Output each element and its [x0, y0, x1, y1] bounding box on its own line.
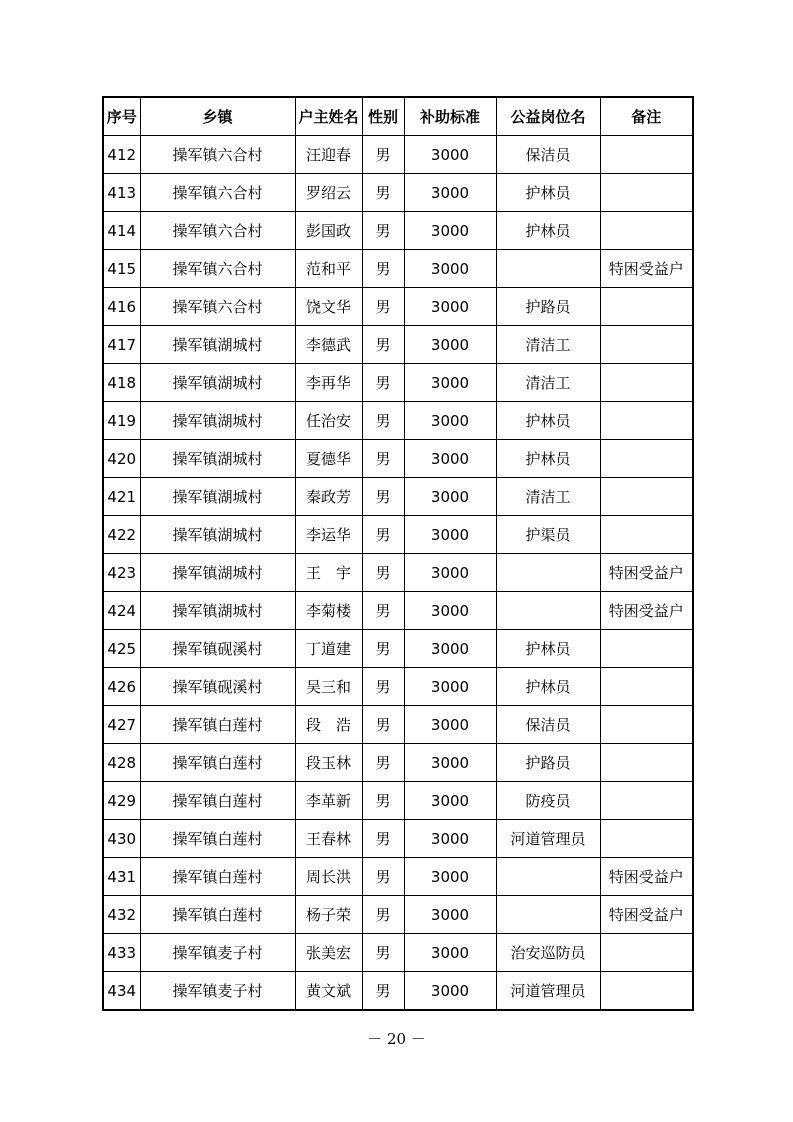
cell-public-post: 保洁员 — [496, 136, 600, 174]
cell-subsidy: 3000 — [404, 136, 496, 174]
cell-index: 430 — [103, 820, 140, 858]
cell-public-post — [496, 896, 600, 934]
cell-township: 操军镇白莲村 — [140, 706, 295, 744]
cell-remarks — [600, 744, 693, 782]
cell-index: 426 — [103, 668, 140, 706]
cell-public-post — [496, 250, 600, 288]
cell-public-post: 护林员 — [496, 630, 600, 668]
cell-gender: 男 — [362, 706, 404, 744]
cell-gender: 男 — [362, 212, 404, 250]
cell-remarks — [600, 136, 693, 174]
cell-index: 416 — [103, 288, 140, 326]
cell-public-post — [496, 858, 600, 896]
cell-gender: 男 — [362, 250, 404, 288]
cell-gender: 男 — [362, 668, 404, 706]
cell-index: 424 — [103, 592, 140, 630]
table-row — [103, 288, 693, 326]
cell-index: 419 — [103, 402, 140, 440]
cell-township: 操军镇湖城村 — [140, 592, 295, 630]
cell-remarks — [600, 706, 693, 744]
cell-index: 425 — [103, 630, 140, 668]
cell-public-post: 清洁工 — [496, 326, 600, 364]
cell-township: 操军镇湖城村 — [140, 326, 295, 364]
cell-township: 操军镇六合村 — [140, 212, 295, 250]
cell-subsidy: 3000 — [404, 250, 496, 288]
cell-gender: 男 — [362, 174, 404, 212]
table-row — [103, 706, 693, 744]
cell-remarks: 特困受益户 — [600, 250, 693, 288]
cell-subsidy: 3000 — [404, 896, 496, 934]
cell-subsidy: 3000 — [404, 402, 496, 440]
cell-township: 操军镇六合村 — [140, 288, 295, 326]
cell-subsidy: 3000 — [404, 668, 496, 706]
table-row — [103, 174, 693, 212]
cell-township: 操军镇砚溪村 — [140, 668, 295, 706]
beneficiary-table — [102, 96, 694, 1011]
cell-subsidy: 3000 — [404, 364, 496, 402]
cell-gender: 男 — [362, 364, 404, 402]
cell-subsidy: 3000 — [404, 326, 496, 364]
cell-householder-name: 黄文斌 — [295, 972, 362, 1011]
cell-gender: 男 — [362, 440, 404, 478]
table-row — [103, 554, 693, 592]
header-gender: 性别 — [362, 97, 404, 136]
header-township: 乡镇 — [140, 97, 295, 136]
cell-township: 操军镇白莲村 — [140, 744, 295, 782]
table-row — [103, 326, 693, 364]
table-row — [103, 820, 693, 858]
cell-index: 429 — [103, 782, 140, 820]
cell-remarks — [600, 820, 693, 858]
cell-householder-name: 杨子荣 — [295, 896, 362, 934]
table-row — [103, 972, 693, 1011]
cell-public-post: 防疫员 — [496, 782, 600, 820]
cell-subsidy: 3000 — [404, 782, 496, 820]
cell-index: 422 — [103, 516, 140, 554]
cell-public-post — [496, 554, 600, 592]
cell-gender: 男 — [362, 934, 404, 972]
cell-remarks — [600, 440, 693, 478]
cell-gender: 男 — [362, 820, 404, 858]
cell-gender: 男 — [362, 326, 404, 364]
table-row — [103, 136, 693, 174]
cell-remarks — [600, 364, 693, 402]
cell-index: 413 — [103, 174, 140, 212]
table-row — [103, 592, 693, 630]
cell-township: 操军镇白莲村 — [140, 858, 295, 896]
cell-householder-name: 李运华 — [295, 516, 362, 554]
cell-subsidy: 3000 — [404, 858, 496, 896]
cell-township: 操军镇白莲村 — [140, 782, 295, 820]
cell-gender: 男 — [362, 288, 404, 326]
cell-index: 423 — [103, 554, 140, 592]
cell-township: 操军镇六合村 — [140, 136, 295, 174]
cell-remarks — [600, 402, 693, 440]
cell-township: 操军镇六合村 — [140, 174, 295, 212]
cell-public-post: 河道管理员 — [496, 820, 600, 858]
cell-subsidy: 3000 — [404, 288, 496, 326]
cell-index: 434 — [103, 972, 140, 1011]
cell-township: 操军镇白莲村 — [140, 896, 295, 934]
cell-subsidy: 3000 — [404, 820, 496, 858]
cell-householder-name: 周长洪 — [295, 858, 362, 896]
cell-township: 操军镇湖城村 — [140, 440, 295, 478]
table-row — [103, 364, 693, 402]
cell-remarks — [600, 668, 693, 706]
cell-remarks — [600, 478, 693, 516]
cell-index: 433 — [103, 934, 140, 972]
cell-township: 操军镇湖城村 — [140, 554, 295, 592]
cell-householder-name: 汪迎春 — [295, 136, 362, 174]
cell-public-post: 护林员 — [496, 668, 600, 706]
cell-gender: 男 — [362, 136, 404, 174]
cell-public-post: 清洁工 — [496, 478, 600, 516]
cell-public-post: 治安巡防员 — [496, 934, 600, 972]
cell-remarks: 特困受益户 — [600, 896, 693, 934]
cell-remarks: 特困受益户 — [600, 592, 693, 630]
cell-index: 432 — [103, 896, 140, 934]
cell-remarks — [600, 972, 693, 1011]
cell-index: 414 — [103, 212, 140, 250]
table-row — [103, 440, 693, 478]
cell-public-post: 护林员 — [496, 174, 600, 212]
cell-gender: 男 — [362, 630, 404, 668]
cell-public-post: 护路员 — [496, 744, 600, 782]
cell-township: 操军镇砚溪村 — [140, 630, 295, 668]
table-row — [103, 478, 693, 516]
cell-index: 428 — [103, 744, 140, 782]
cell-gender: 男 — [362, 516, 404, 554]
cell-remarks — [600, 288, 693, 326]
cell-householder-name: 李再华 — [295, 364, 362, 402]
header-subsidy-standard: 补助标准 — [404, 97, 496, 136]
cell-township: 操军镇白莲村 — [140, 820, 295, 858]
table-row — [103, 212, 693, 250]
cell-gender: 男 — [362, 858, 404, 896]
cell-subsidy: 3000 — [404, 440, 496, 478]
table-row — [103, 402, 693, 440]
cell-remarks — [600, 174, 693, 212]
cell-householder-name: 段 浩 — [295, 706, 362, 744]
cell-remarks — [600, 212, 693, 250]
table-row — [103, 250, 693, 288]
cell-township: 操军镇湖城村 — [140, 402, 295, 440]
table-body — [103, 136, 693, 1011]
cell-remarks — [600, 326, 693, 364]
cell-householder-name: 秦政芳 — [295, 478, 362, 516]
cell-township: 操军镇麦子村 — [140, 934, 295, 972]
cell-subsidy: 3000 — [404, 934, 496, 972]
cell-householder-name: 饶文华 — [295, 288, 362, 326]
cell-public-post: 护林员 — [496, 212, 600, 250]
table-row — [103, 896, 693, 934]
cell-remarks — [600, 516, 693, 554]
cell-public-post: 护渠员 — [496, 516, 600, 554]
cell-index: 418 — [103, 364, 140, 402]
cell-index: 427 — [103, 706, 140, 744]
cell-householder-name: 吴三和 — [295, 668, 362, 706]
table-row — [103, 630, 693, 668]
cell-householder-name: 任治安 — [295, 402, 362, 440]
table-row — [103, 668, 693, 706]
cell-subsidy: 3000 — [404, 972, 496, 1011]
cell-householder-name: 李菊楼 — [295, 592, 362, 630]
header-remarks: 备注 — [600, 97, 693, 136]
cell-householder-name: 范和平 — [295, 250, 362, 288]
cell-householder-name: 段玉林 — [295, 744, 362, 782]
cell-subsidy: 3000 — [404, 554, 496, 592]
cell-public-post: 清洁工 — [496, 364, 600, 402]
header-public-post: 公益岗位名 — [496, 97, 600, 136]
cell-remarks — [600, 934, 693, 972]
cell-public-post: 保洁员 — [496, 706, 600, 744]
cell-township: 操军镇麦子村 — [140, 972, 295, 1011]
cell-subsidy: 3000 — [404, 516, 496, 554]
cell-public-post: 护林员 — [496, 440, 600, 478]
cell-householder-name: 张美宏 — [295, 934, 362, 972]
cell-subsidy: 3000 — [404, 478, 496, 516]
cell-gender: 男 — [362, 554, 404, 592]
cell-gender: 男 — [362, 478, 404, 516]
table-row — [103, 782, 693, 820]
cell-gender: 男 — [362, 402, 404, 440]
cell-index: 431 — [103, 858, 140, 896]
cell-householder-name: 王春林 — [295, 820, 362, 858]
cell-remarks — [600, 782, 693, 820]
cell-public-post: 护路员 — [496, 288, 600, 326]
cell-remarks: 特困受益户 — [600, 554, 693, 592]
cell-remarks: 特困受益户 — [600, 858, 693, 896]
table-row — [103, 934, 693, 972]
table-header-row — [103, 97, 693, 136]
cell-gender: 男 — [362, 896, 404, 934]
cell-gender: 男 — [362, 592, 404, 630]
cell-public-post: 河道管理员 — [496, 972, 600, 1011]
cell-householder-name: 李革新 — [295, 782, 362, 820]
cell-householder-name: 丁道建 — [295, 630, 362, 668]
cell-township: 操军镇六合村 — [140, 250, 295, 288]
header-index: 序号 — [103, 97, 140, 136]
cell-subsidy: 3000 — [404, 174, 496, 212]
cell-gender: 男 — [362, 744, 404, 782]
cell-index: 412 — [103, 136, 140, 174]
header-householder-name: 户主姓名 — [295, 97, 362, 136]
cell-householder-name: 彭国政 — [295, 212, 362, 250]
cell-subsidy: 3000 — [404, 630, 496, 668]
cell-subsidy: 3000 — [404, 212, 496, 250]
cell-householder-name: 王 宇 — [295, 554, 362, 592]
page-number: － 20 － — [367, 1030, 426, 1048]
cell-householder-name: 李德武 — [295, 326, 362, 364]
cell-gender: 男 — [362, 782, 404, 820]
cell-township: 操军镇湖城村 — [140, 364, 295, 402]
cell-subsidy: 3000 — [404, 592, 496, 630]
table-row — [103, 858, 693, 896]
cell-index: 415 — [103, 250, 140, 288]
cell-subsidy: 3000 — [404, 744, 496, 782]
cell-township: 操军镇湖城村 — [140, 478, 295, 516]
cell-remarks — [600, 630, 693, 668]
cell-householder-name: 夏德华 — [295, 440, 362, 478]
cell-gender: 男 — [362, 972, 404, 1011]
table-row — [103, 744, 693, 782]
cell-public-post — [496, 592, 600, 630]
table-row — [103, 516, 693, 554]
cell-index: 420 — [103, 440, 140, 478]
cell-subsidy: 3000 — [404, 706, 496, 744]
cell-householder-name: 罗绍云 — [295, 174, 362, 212]
cell-township: 操军镇湖城村 — [140, 516, 295, 554]
cell-index: 417 — [103, 326, 140, 364]
cell-index: 421 — [103, 478, 140, 516]
cell-public-post: 护林员 — [496, 402, 600, 440]
